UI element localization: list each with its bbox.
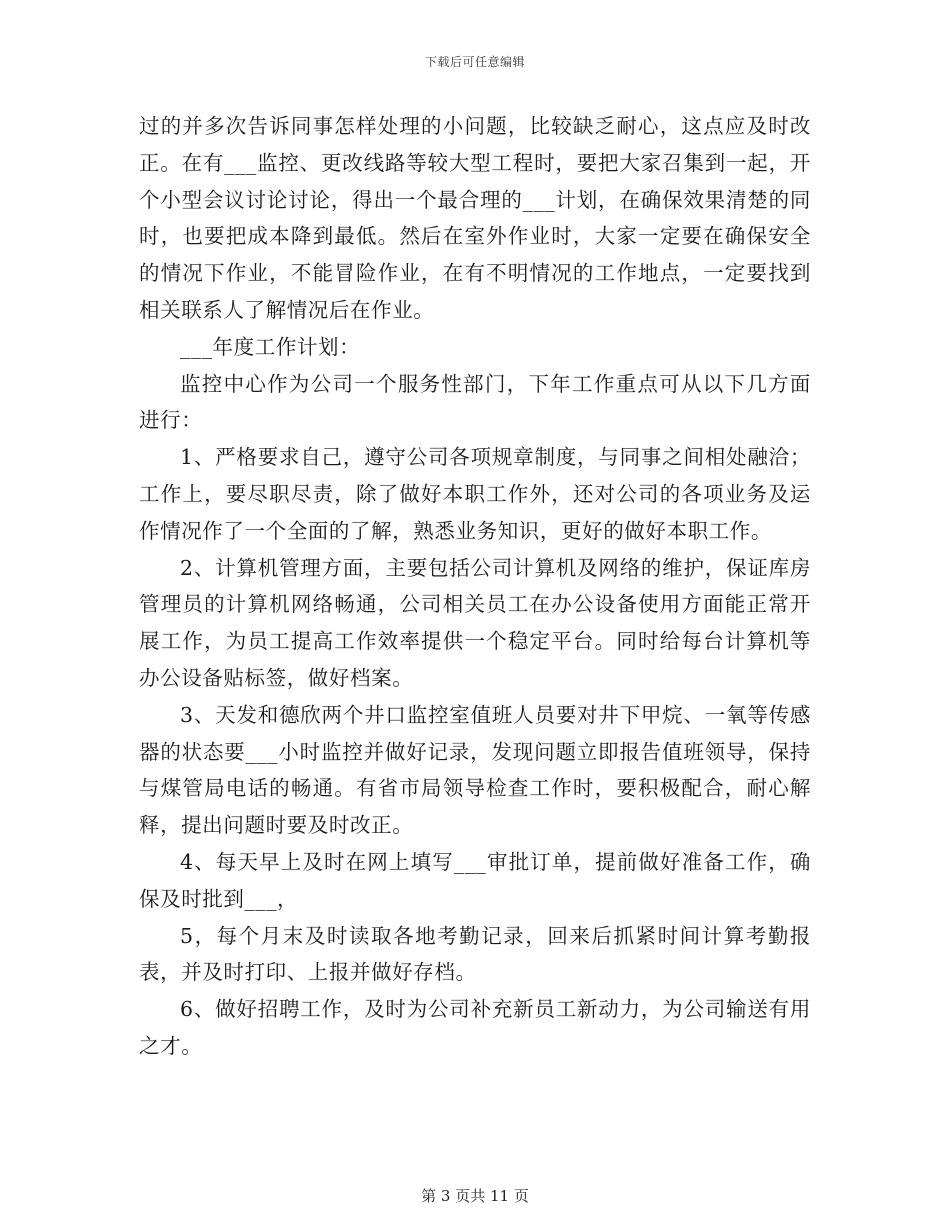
document-body [139,108,811,1065]
paragraph-8: 5，每个月末及时读取各地考勤记录，回来后抓紧时间计算考勤报表，并及时打印、上报并做好存档。 [139,923,811,985]
paragraph-5: 2、计算机管理方面，主要包括公司计算机及网络的维护，保证库房管理员的计算机网络畅通，公司相关员工在办公设备使用方面能正常开展工作，为员工提高工作效率提供一个稳定平台。同时给每台计算机等办公设备贴标签，做好档案。 [139,555,811,690]
page-header: 下载后可任意编辑 [424,55,525,69]
paragraph-7: 4、每天早上及时在网上填写___审批订单，提前做好准备工作，确保及时批到___， [139,849,811,911]
paragraph-9: 6、做好招聘工作，及时为公司补充新员工新动力，为公司输送有用之才。 [139,997,811,1058]
page-footer: 第 3 页共 11 页 [421,1187,529,1205]
paragraph-2: ___年度工作计划： [180,334,361,359]
paragraph-1: 过的并多次告诉同事怎样处理的小问题，比较缺乏耐心，这点应及时改正。在有___监控、更改线路等较大型工程时，要把大家召集到一起，开个小型会议讨论讨论，得出一个最合理的___计划，在确保效果清楚的同时，也要把成本降到最低。然后在室外作业时，大家一定要在确保安全的情况下作业，不能冒险作业，在有不明情况的工作地点，一定要找到相关联系人了解情况后在作业。 [139,114,811,322]
paragraph-4: 1、严格要求自己，遵守公司各项规章制度，与同事之间相处融洽；工作上，要尽职尽责，除了做好本职工作外，还对公司的各项业务及运作情况作了一个全面的了解，熟悉业务知识，更好的做好本职工作。 [139,445,811,543]
paragraph-6: 3、天发和德欣两个井口监控室值班人员要对井下甲烷、一氧等传感器的状态要___小时监控并做好记录，发现问题立即报告值班领导，保持与煤管局电话的畅通。有省市局领导检查工作时，要积极配合，耐心解释，提出问题时要及时改正。 [139,702,811,838]
paragraph-3: 监控中心作为公司一个服务性部门，下年工作重点可从以下几方面进行： [139,371,811,433]
